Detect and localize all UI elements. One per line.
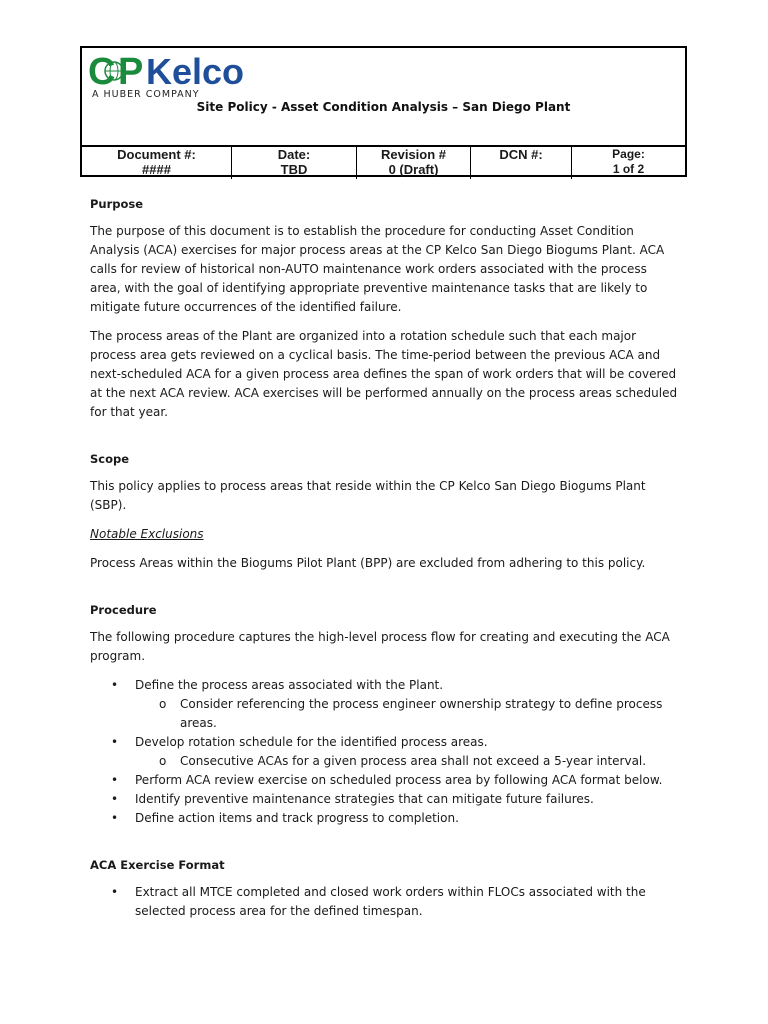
aca-format-list	[90, 883, 680, 921]
scope-heading: Scope	[90, 452, 130, 466]
meta-value: ####	[142, 162, 171, 177]
document-meta-row	[82, 145, 685, 179]
svg-text:C: C	[88, 51, 116, 93]
meta-value: 0 (Draft)	[388, 162, 439, 177]
sub-list-item	[90, 695, 680, 733]
list-item	[90, 809, 680, 828]
svg-text:P: P	[118, 51, 144, 93]
purpose-paragraph-2: The process areas of the Plant are organized into a rotation schedule such that each major process area gets reviewed on a cyclical basis. The time-period between the previous ACA and next-scheduled ACA for a given process area defines the span of work orders that will be covered at the next ACA review. ACA exercises will be performed annually on the process areas scheduled for that year.	[90, 329, 678, 419]
notable-exclusions-heading: Notable Exclusions	[90, 527, 204, 541]
list-item-text: Extract all MTCE completed and closed work orders within FLOCs associated with the selected process area for the defined timespan.	[135, 885, 646, 918]
meta-value: 1 of 2	[612, 162, 645, 176]
meta-dcn	[471, 147, 572, 179]
meta-label: Date:	[277, 147, 311, 162]
list-item	[90, 771, 680, 790]
meta-date	[232, 147, 357, 179]
document-title: Site Policy - Asset Condition Analysis – San Diego Plant	[196, 100, 571, 114]
list-item-text: Define action items and track progress to completion.	[135, 811, 459, 825]
meta-page	[572, 147, 685, 179]
aca-format-heading: ACA Exercise Format	[90, 858, 225, 872]
meta-label: Page:	[612, 147, 645, 161]
bullet-icon: •	[111, 735, 119, 749]
procedure-heading: Procedure	[90, 603, 157, 617]
bullet-icon: •	[111, 811, 119, 825]
sub-list	[135, 695, 680, 733]
sub-list	[135, 752, 680, 771]
bullet-icon: •	[111, 792, 119, 806]
document-body	[90, 196, 680, 931]
hollow-bullet-icon: o	[159, 697, 167, 711]
purpose-paragraph-1: The purpose of this document is to establish the procedure for conducting Asset Condition Analysis (ACA) exercises for major process areas at the CP Kelco San Diego Biogums Plant. ACA calls for review of historical non-AUTO maintenance work orders associated with the process area, with the goal of identifying appropriate preventive maintenance tasks that are likely to mitigate future occurrences of the identified failure.	[90, 224, 665, 314]
list-item	[90, 883, 680, 921]
meta-document-number	[82, 147, 232, 179]
purpose-heading: Purpose	[90, 197, 144, 211]
list-item-text: Develop rotation schedule for the identified process areas.	[135, 735, 488, 749]
logo-subtitle: A HUBER COMPANY	[92, 89, 200, 100]
list-item-text: Identify preventive maintenance strategies that can mitigate future failures.	[135, 792, 594, 806]
bullet-icon: •	[111, 678, 119, 692]
bullet-icon: •	[111, 773, 119, 787]
sub-list-item-text: Consecutive ACAs for a given process area shall not exceed a 5-year interval.	[180, 754, 647, 768]
svg-text:Kelco: Kelco	[146, 51, 245, 92]
list-item-text: Define the process areas associated with the Plant.	[135, 678, 444, 692]
procedure-intro: The following procedure captures the high-level process flow for creating and executing the ACA program.	[90, 630, 670, 663]
list-item	[90, 790, 680, 809]
meta-value: TBD	[280, 162, 308, 177]
bullet-icon: •	[111, 885, 119, 899]
meta-label: Document #:	[117, 147, 196, 162]
sub-list-item	[90, 752, 680, 771]
document-header	[80, 46, 687, 177]
list-item	[90, 733, 680, 771]
meta-label: Revision #	[380, 147, 447, 162]
scope-paragraph-2: Process Areas within the Biogums Pilot Plant (BPP) are excluded from adhering to this policy.	[90, 556, 646, 570]
list-item-text: Perform ACA review exercise on scheduled process area by following ACA format below.	[135, 773, 663, 787]
list-item	[90, 676, 680, 733]
sub-list-item-text: Consider referencing the process engineer ownership strategy to define process areas.	[180, 697, 663, 730]
meta-revision	[357, 147, 471, 179]
meta-label: DCN #:	[499, 147, 543, 162]
hollow-bullet-icon: o	[159, 754, 167, 768]
procedure-list	[90, 676, 680, 828]
scope-paragraph-1: This policy applies to process areas that reside within the CP Kelco San Diego Biogums Plant (SBP).	[90, 479, 646, 512]
